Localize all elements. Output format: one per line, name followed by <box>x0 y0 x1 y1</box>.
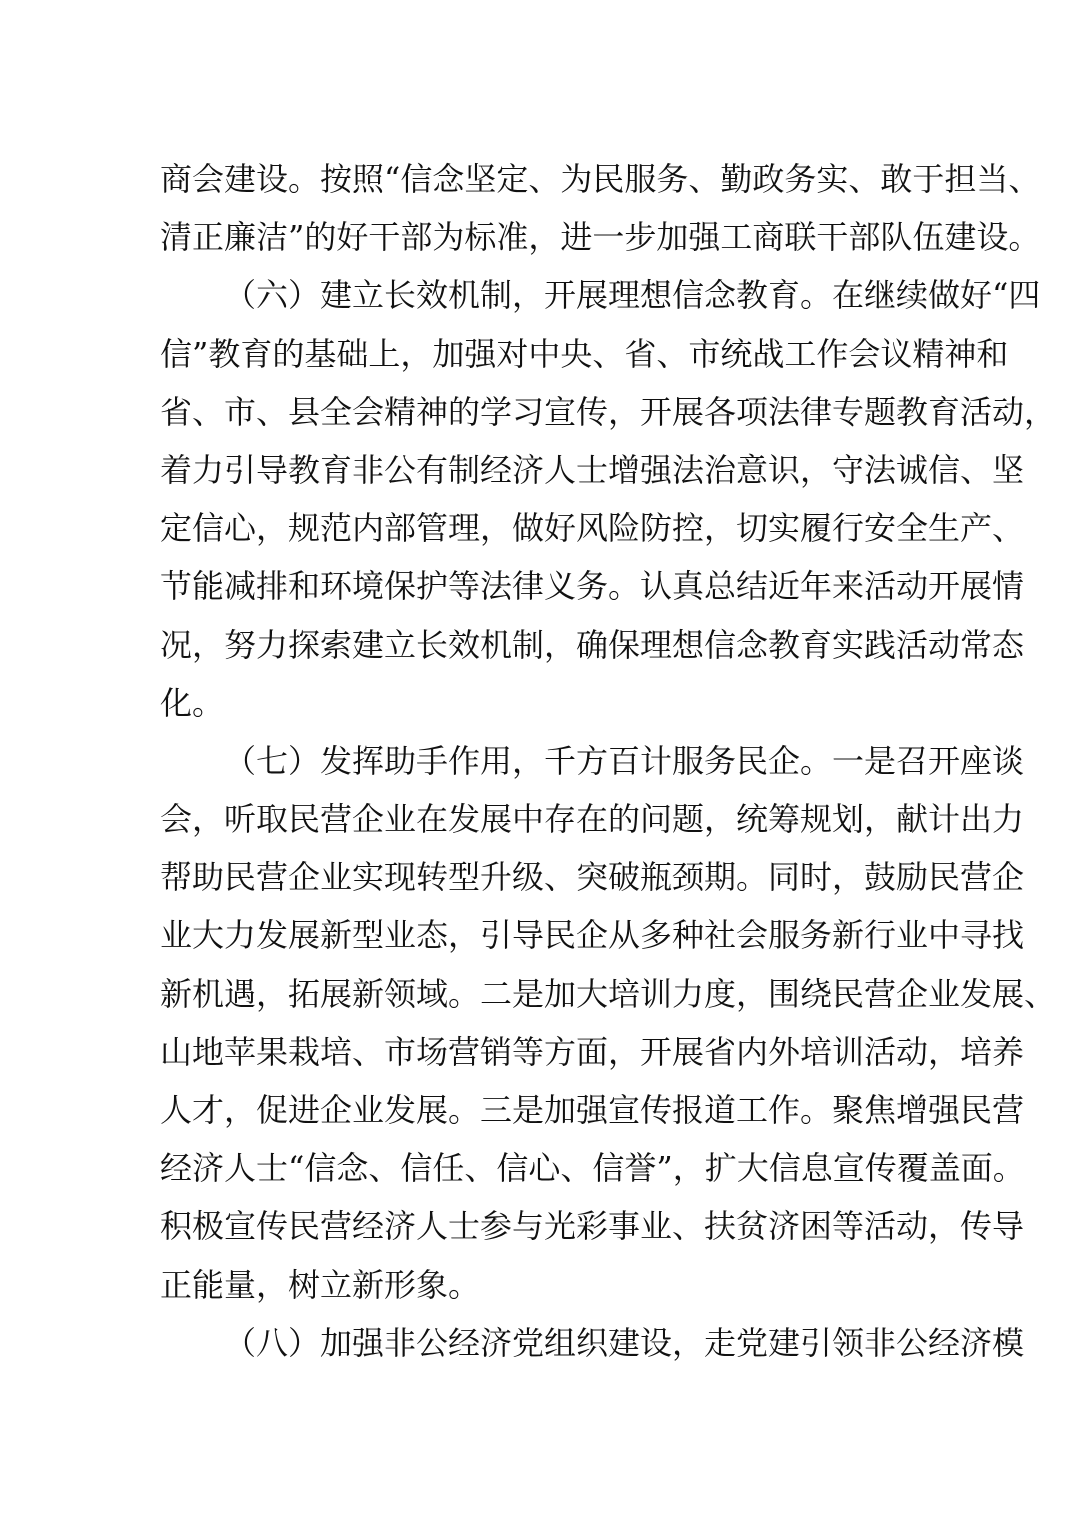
document-body <box>160 150 1057 1372</box>
text-line: 帮助民营企业实现转型升级、突破瓶颈期。同时，鼓励民营企 <box>160 858 1025 897</box>
text-line: 节能减排和环境保护等法律义务。认真总结近年来活动开展情 <box>160 567 1025 606</box>
text-line: 定信心，规范内部管理，做好风险防控，切实履行安全生产、 <box>160 509 1025 548</box>
text-line: 山地苹果栽培、市场营销等方面，开展省内外培训活动，培养 <box>160 1032 1025 1071</box>
text-line: 业大力发展新型业态，引导民企从多种社会服务新行业中寻找 <box>160 916 1025 955</box>
text-line: 新机遇，拓展新领域。二是加大培训力度，围绕民营企业发展、 <box>160 974 1057 1013</box>
paragraph-heading-line: （七）发挥助手作用，千方百计服务民企。一是召开座谈 <box>224 741 1025 780</box>
text-line: 信”教育的基础上，加强对中央、省、市统战工作会议精神和 <box>160 334 1009 373</box>
text-line: 正能量，树立新形象。 <box>160 1265 481 1304</box>
text-line: 况，努力探索建立长效机制，确保理想信念教育实践活动常态 <box>160 625 1025 664</box>
text-line: 清正廉洁”的好干部为标准，进一步加强工商联干部队伍建设。 <box>160 218 1041 257</box>
paragraph-heading-line: （八）加强非公经济党组织建设，走党建引领非公经济模 <box>224 1323 1025 1362</box>
text-line: 化。 <box>160 683 225 722</box>
text-line: 商会建设。按照“信念坚定、为民服务、勤政务实、敢于担当、 <box>160 160 1041 198</box>
text-line: 会，听取民营企业在发展中存在的问题，统筹规划，献计出力 <box>160 800 1025 839</box>
paragraph-heading-line: （六）建立长效机制，开展理想信念教育。在继续做好“四 <box>224 276 1041 315</box>
text-line: 人才，促进企业发展。三是加强宣传报道工作。聚焦增强民营 <box>160 1091 1025 1129</box>
text-line: 经济人士“信念、信任、信心、信誉”，扩大信息宣传覆盖面。 <box>160 1149 1025 1188</box>
text-line: 积极宣传民营经济人士参与光彩事业、扶贫济困等活动，传导 <box>160 1207 1025 1246</box>
text-line: 着力引导教育非公有制经济人士增强法治意识，守法诚信、坚 <box>160 450 1025 489</box>
text-line: 省、市、县全会精神的学习宣传，开展各项法律专题教育活动， <box>160 392 1057 431</box>
